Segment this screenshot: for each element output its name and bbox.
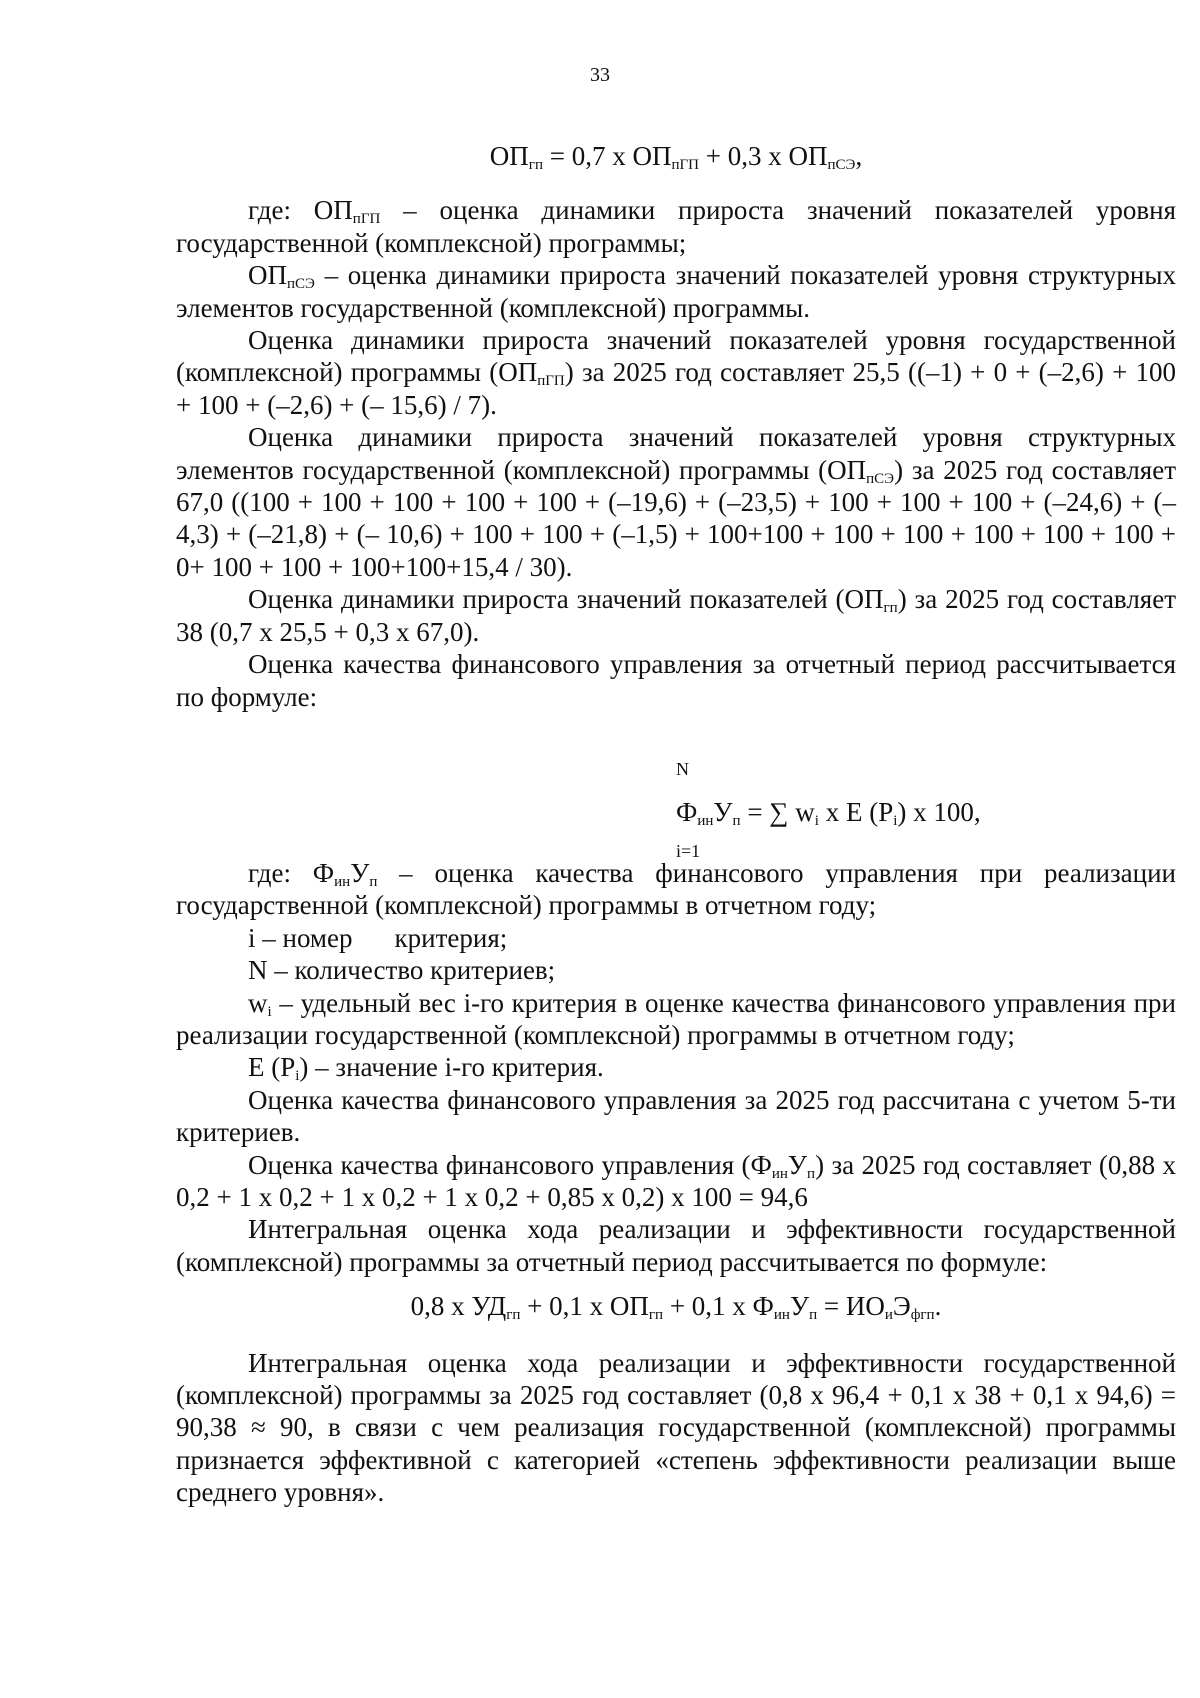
paragraph-wi-definition: $w_i$ – удельный вес i-го критерия в оценке качества финансового управления при реализации государственной (комплексной) программы в отчетном году; (176, 987, 1176, 1050)
paragraph-integral-conclusion: Интегральная оценка хода реализации и эффективности государственной (комплексной) программы за 2025 год составляет (0,8 x 96,4 + 0,1 x 38 + 0,1 x 94,6) = 90,38 ≈ 90, в связи с чем реализация государственной (комплексной) программы признается эффективной с категорией «степень эффективности реализации выше среднего уровня». (176, 1347, 1176, 1508)
paragraph-integral-intro: Интегральная оценка хода реализации и эффективности государственной (комплексной) программы за отчетный период рассчитывается по формуле: (176, 1214, 1176, 1277)
formula-op-gp: $ОП_{гп} = 0,7$ x $ОП_{пГП} + 0,3$ x $ОП_{пСЭ}$, (489, 141, 863, 173)
paragraph-op-gp-calculation: Оценка динамики прироста значений показателей $(ОП_{гп})$ за 2025 год составляет 38 (0,7 x 25,5 + 0,3 x 67,0). (176, 584, 1176, 647)
paragraph-epi-definition: E $(P_i)$ – значение i-го критерия. (248, 1052, 604, 1085)
formula-integral: 0,8 x $УД_{гп} + 0,1$ x $ОП_{гп} + 0,1$ x $Ф_{ин}У_п = ИО_иЭ_{фгп}$. (410, 1291, 942, 1324)
paragraph-criteria-count: Оценка качества финансового управления за 2025 год рассчитана с учетом 5-ти критериев. (176, 1084, 1176, 1148)
paragraph-fin-up-definition: где: $Ф_{ин}У_п$ – оценка качества финансового управления при реализации государственной (комплексной) программы в отчетном году; (176, 857, 1176, 921)
paragraph-op-pgp-definition: где: $ОП_{пГП}$ – оценка динамики прироста значений показателей уровня государственной (комплексной) программы; (176, 195, 1177, 258)
document-body (176, 140, 1176, 1509)
paragraph-op-pse-calculation: Оценка динамики прироста значений показателей уровня структурных элементов государственной (комплексной) программы $(ОП_{пСЭ})$ за 2025 год составляет 67,0 ((100 + 100 + 100 + 100 + 100 + (–19,6) + (–23,5) + 100 + 100 + 100 + (–24,6) + (–4,3) + (–21,8) + (– 10,6) + 100 + 100 + (–1,5) + 100+100 + 100 + 100 + 100 + 100 + 100 + 0+ 100 + 100 + 100+100+15,4 / 30). (176, 422, 1176, 582)
paragraph-op-pgp-calculation: Оценка динамики прироста значений показателей уровня государственной (комплексной) программы $(ОП_{пГП})$ за 2025 год составляет 25,5 ((–1) + 0 + (–2,6) + 100 + 100 + (–2,6) + (– 15,6) / 7). (176, 325, 1177, 420)
page-number: 33 (590, 64, 610, 86)
formula-financial-quality: N $Ф_{ин}У_п$ = ∑ $w_i$ x E $(P_i)$ x 100, i=1 (676, 758, 981, 861)
paragraph-fin-up-calculation: Оценка качества финансового управления $(Ф_{ин}У_п)$ за 2025 год составляет (0,88 x 0,2 + 1 x 0,2 + 1 x 0,2 + 1 x 0,2 + 0,85 x 0,2) x 100 = 94,6 (176, 1149, 1176, 1212)
paragraph-op-pse-definition: $ОП_{пСЭ}$ – оценка динамики прироста значений показателей уровня структурных элементов государственной (комплексной) программы. (176, 260, 1176, 323)
paragraph-i-definition: i – номер критерия; (248, 922, 508, 953)
paragraph-financial-quality-intro: Оценка качества финансового управления за отчетный период рассчитывается по формуле: (176, 649, 1176, 712)
paragraph-n-definition: N – количество критериев; (248, 955, 556, 986)
